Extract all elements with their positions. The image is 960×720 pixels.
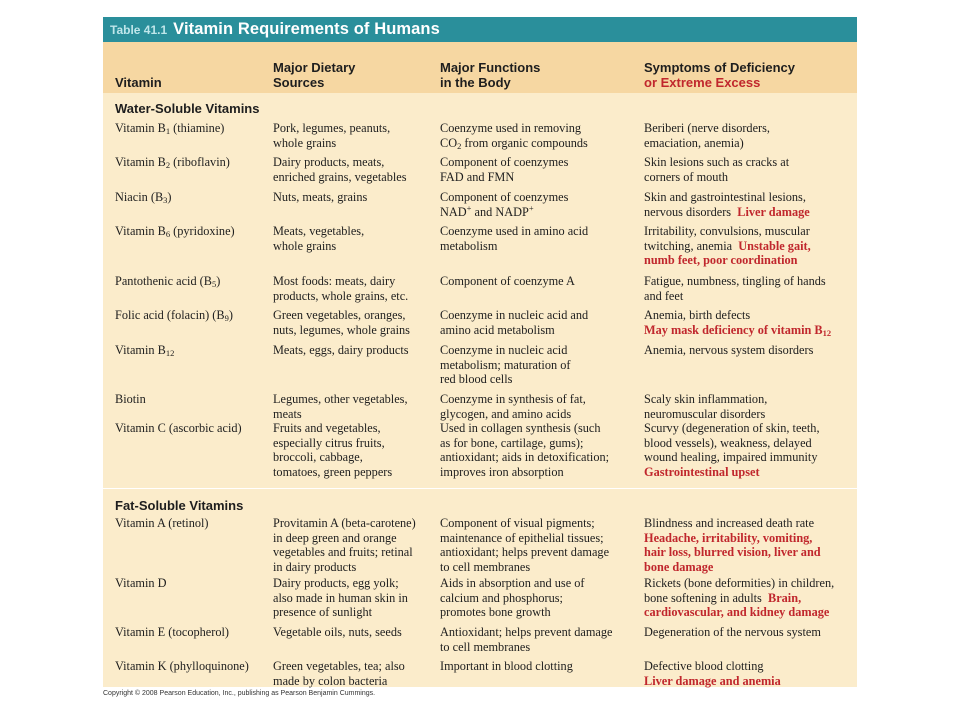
deficiency-symptoms: Defective blood clotting Liver damage and anemia	[644, 659, 781, 688]
deficiency-symptoms: Rickets (bone deformities) in children, bone softening in adults Brain, cardiovascular, and kidney damage	[644, 576, 835, 620]
vitamin-name: Vitamin C (ascorbic acid)	[115, 421, 242, 435]
table-row-a	[103, 516, 857, 576]
copyright-notice: Copyright © 2008 Pearson Education, Inc., publishing as Pearson Benjamin Cummings.	[103, 690, 376, 697]
dietary-sources: Green vegetables, oranges, nuts, legumes, whole grains	[273, 308, 410, 337]
vitamin-name: Vitamin $B_{12}$	[115, 343, 175, 358]
deficiency-symptoms: Degeneration of the nervous system	[644, 625, 821, 639]
table-title: Vitamin Requirements of Humans	[173, 20, 440, 38]
column-headers	[103, 42, 857, 93]
excess-symptoms: Headache, irritability, vomiting,	[644, 530, 813, 545]
table-row-b2	[103, 155, 857, 190]
vitamin-name: Vitamin A (retinol)	[115, 516, 209, 530]
excess-symptoms-cont: numb feet, poor coordination	[644, 253, 798, 268]
deficiency-symptoms: Blindness and increased death rate Headache, irritability, vomiting, hair loss, blurred vision, liver and bone damage	[644, 516, 821, 574]
dietary-sources: Fruits and vegetables, especially citrus fruits, broccoli, cabbage, tomatoes, green peppers	[273, 421, 393, 479]
table-row-k	[103, 659, 857, 693]
header-vitamin	[115, 75, 162, 90]
deficiency-symptoms: Irritability, convulsions, muscular twitching, anemia Unstable gait, numb feet, poor coordination	[644, 224, 811, 268]
body-functions: Coenzyme in nucleic acid and amino acid metabolism	[440, 308, 589, 337]
body-functions: Aids in absorption and use of calcium and phosphorus; promotes bone growth	[440, 576, 585, 620]
body-functions: Important in blood clotting	[440, 659, 573, 673]
deficiency-symptoms: Skin lesions such as cracks at corners of mouth	[644, 155, 790, 184]
header-functions-line1: Major Functions	[440, 60, 541, 75]
table-row-d	[103, 576, 857, 625]
vitamin-name: Folic acid (folacin) $(B_9)$	[115, 308, 233, 323]
header-symptoms-line1: Symptoms of Deficiency	[644, 60, 795, 75]
table-row-b5	[103, 274, 857, 308]
table-number: Table 41.1	[110, 22, 168, 37]
excess-symptoms: Liver damage	[737, 204, 810, 219]
table-row-b12	[103, 343, 857, 392]
deficiency-symptoms: Fatigue, numbness, tingling of hands and feet	[644, 274, 826, 303]
vitamin-table	[103, 17, 857, 687]
header-sources-line1: Major Dietary	[273, 60, 356, 75]
deficiency-symptoms: Beriberi (nerve disorders, emaciation, anemia)	[644, 121, 770, 150]
body-functions: Coenzyme used in amino acid metabolism	[440, 224, 589, 253]
excess-symptoms: May mask deficiency of vitamin $B_{12}$	[644, 322, 832, 338]
section-fat-soluble: Fat-Soluble Vitamins	[115, 498, 244, 513]
vitamin-name: Vitamin $B_6$ (pyridoxine)	[115, 224, 235, 239]
vitamin-name: Niacin $(B_3)$	[115, 190, 172, 205]
dietary-sources: Legumes, other vegetables, meats	[273, 392, 408, 421]
table-row-c	[103, 421, 857, 480]
excess-symptoms: Gastrointestinal upset	[644, 464, 760, 479]
table-title-bar	[103, 17, 857, 42]
body-functions: Coenzyme in nucleic acid metabolism; maturation of red blood cells	[440, 343, 571, 387]
body-functions: Component of visual pigments; maintenance of epithelial tissues; antioxidant; helps prevent damage to cell membranes	[440, 516, 610, 574]
dietary-sources: Nuts, meats, grains	[273, 190, 368, 204]
dietary-sources: Dairy products, meats, enriched grains, vegetables	[273, 155, 407, 184]
dietary-sources: Meats, vegetables, whole grains	[273, 224, 365, 253]
vitamin-name: Vitamin $B_2$ (riboflavin)	[115, 155, 230, 170]
body-functions: Antioxidant; helps prevent damage to cell membranes	[440, 625, 613, 654]
table-row-niacin	[103, 190, 857, 224]
table-row-b9	[103, 308, 857, 343]
dietary-sources: Most foods: meats, dairy products, whole grains, etc.	[273, 274, 409, 303]
dietary-sources: Meats, eggs, dairy products	[273, 343, 409, 357]
vitamin-name: Pantothenic acid $(B_5)$	[115, 274, 221, 289]
header-sources-line2: Sources	[273, 75, 325, 90]
deficiency-symptoms: Anemia, birth defects May mask deficiency of vitamin $B_{12}$	[644, 308, 832, 338]
dietary-sources: Provitamin A (beta-carotene) in deep green and orange vegetables and fruits; retinal in dairy products	[273, 516, 416, 574]
deficiency-symptoms: Anemia, nervous system disorders	[644, 343, 814, 357]
deficiency-symptoms: Scurvy (degeneration of skin, teeth, blood vessels), weakness, delayed wound healing, impaired immunity Gastrointestinal upset	[644, 421, 820, 479]
vitamin-name: Vitamin D	[115, 576, 167, 590]
dietary-sources: Pork, legumes, peanuts, whole grains	[273, 121, 391, 150]
body-functions: Component of coenzymes NAD+ and NADP+	[440, 190, 569, 219]
dietary-sources: Vegetable oils, nuts, seeds	[273, 625, 402, 639]
excess-symptoms: Brain,	[768, 590, 802, 605]
vitamin-name: Vitamin $B_1$ (thiamine)	[115, 121, 225, 136]
vitamin-name: Biotin	[115, 392, 146, 406]
table-row-e	[103, 625, 857, 659]
table-row-b1	[103, 121, 857, 155]
dietary-sources: Dairy products, egg yolk; also made in human skin in presence of sunlight	[273, 576, 408, 620]
body-functions: Coenzyme used in removing $CO_2$ from organic compounds	[440, 121, 588, 151]
header-excess-line2: or Extreme Excess	[644, 75, 761, 90]
body-functions: Coenzyme in synthesis of fat, glycogen, and amino acids	[440, 392, 586, 421]
vitamin-name: Vitamin K (phylloquinone)	[115, 659, 249, 673]
header-sources	[273, 60, 355, 90]
excess-symptoms: Unstable gait,	[738, 238, 811, 253]
section-water-soluble: Water-Soluble Vitamins	[115, 101, 260, 116]
body-functions: Component of coenzyme A	[440, 274, 575, 288]
table-row-b6	[103, 224, 857, 274]
header-functions	[440, 60, 540, 90]
header-vitamin-label: Vitamin	[115, 75, 162, 90]
vitamin-name: Vitamin E (tocopherol)	[115, 625, 229, 639]
body-functions: Used in collagen synthesis (such as for bone, cartilage, gums); antioxidant; aids in detoxification; improves iron absorption	[440, 421, 610, 479]
header-symptoms	[644, 60, 795, 90]
header-functions-line2: in the Body	[440, 75, 511, 90]
dietary-sources: Green vegetables, tea; also made by colon bacteria	[273, 659, 405, 688]
body-functions: Component of coenzymes FAD and FMN	[440, 155, 569, 184]
excess-symptoms: Liver damage and anemia	[644, 673, 781, 688]
table-row-biotin	[103, 392, 857, 421]
deficiency-symptoms: Scaly skin inflammation, neuromuscular disorders	[644, 392, 768, 421]
deficiency-symptoms: Skin and gastrointestinal lesions, nervous disorders Liver damage	[644, 190, 810, 219]
